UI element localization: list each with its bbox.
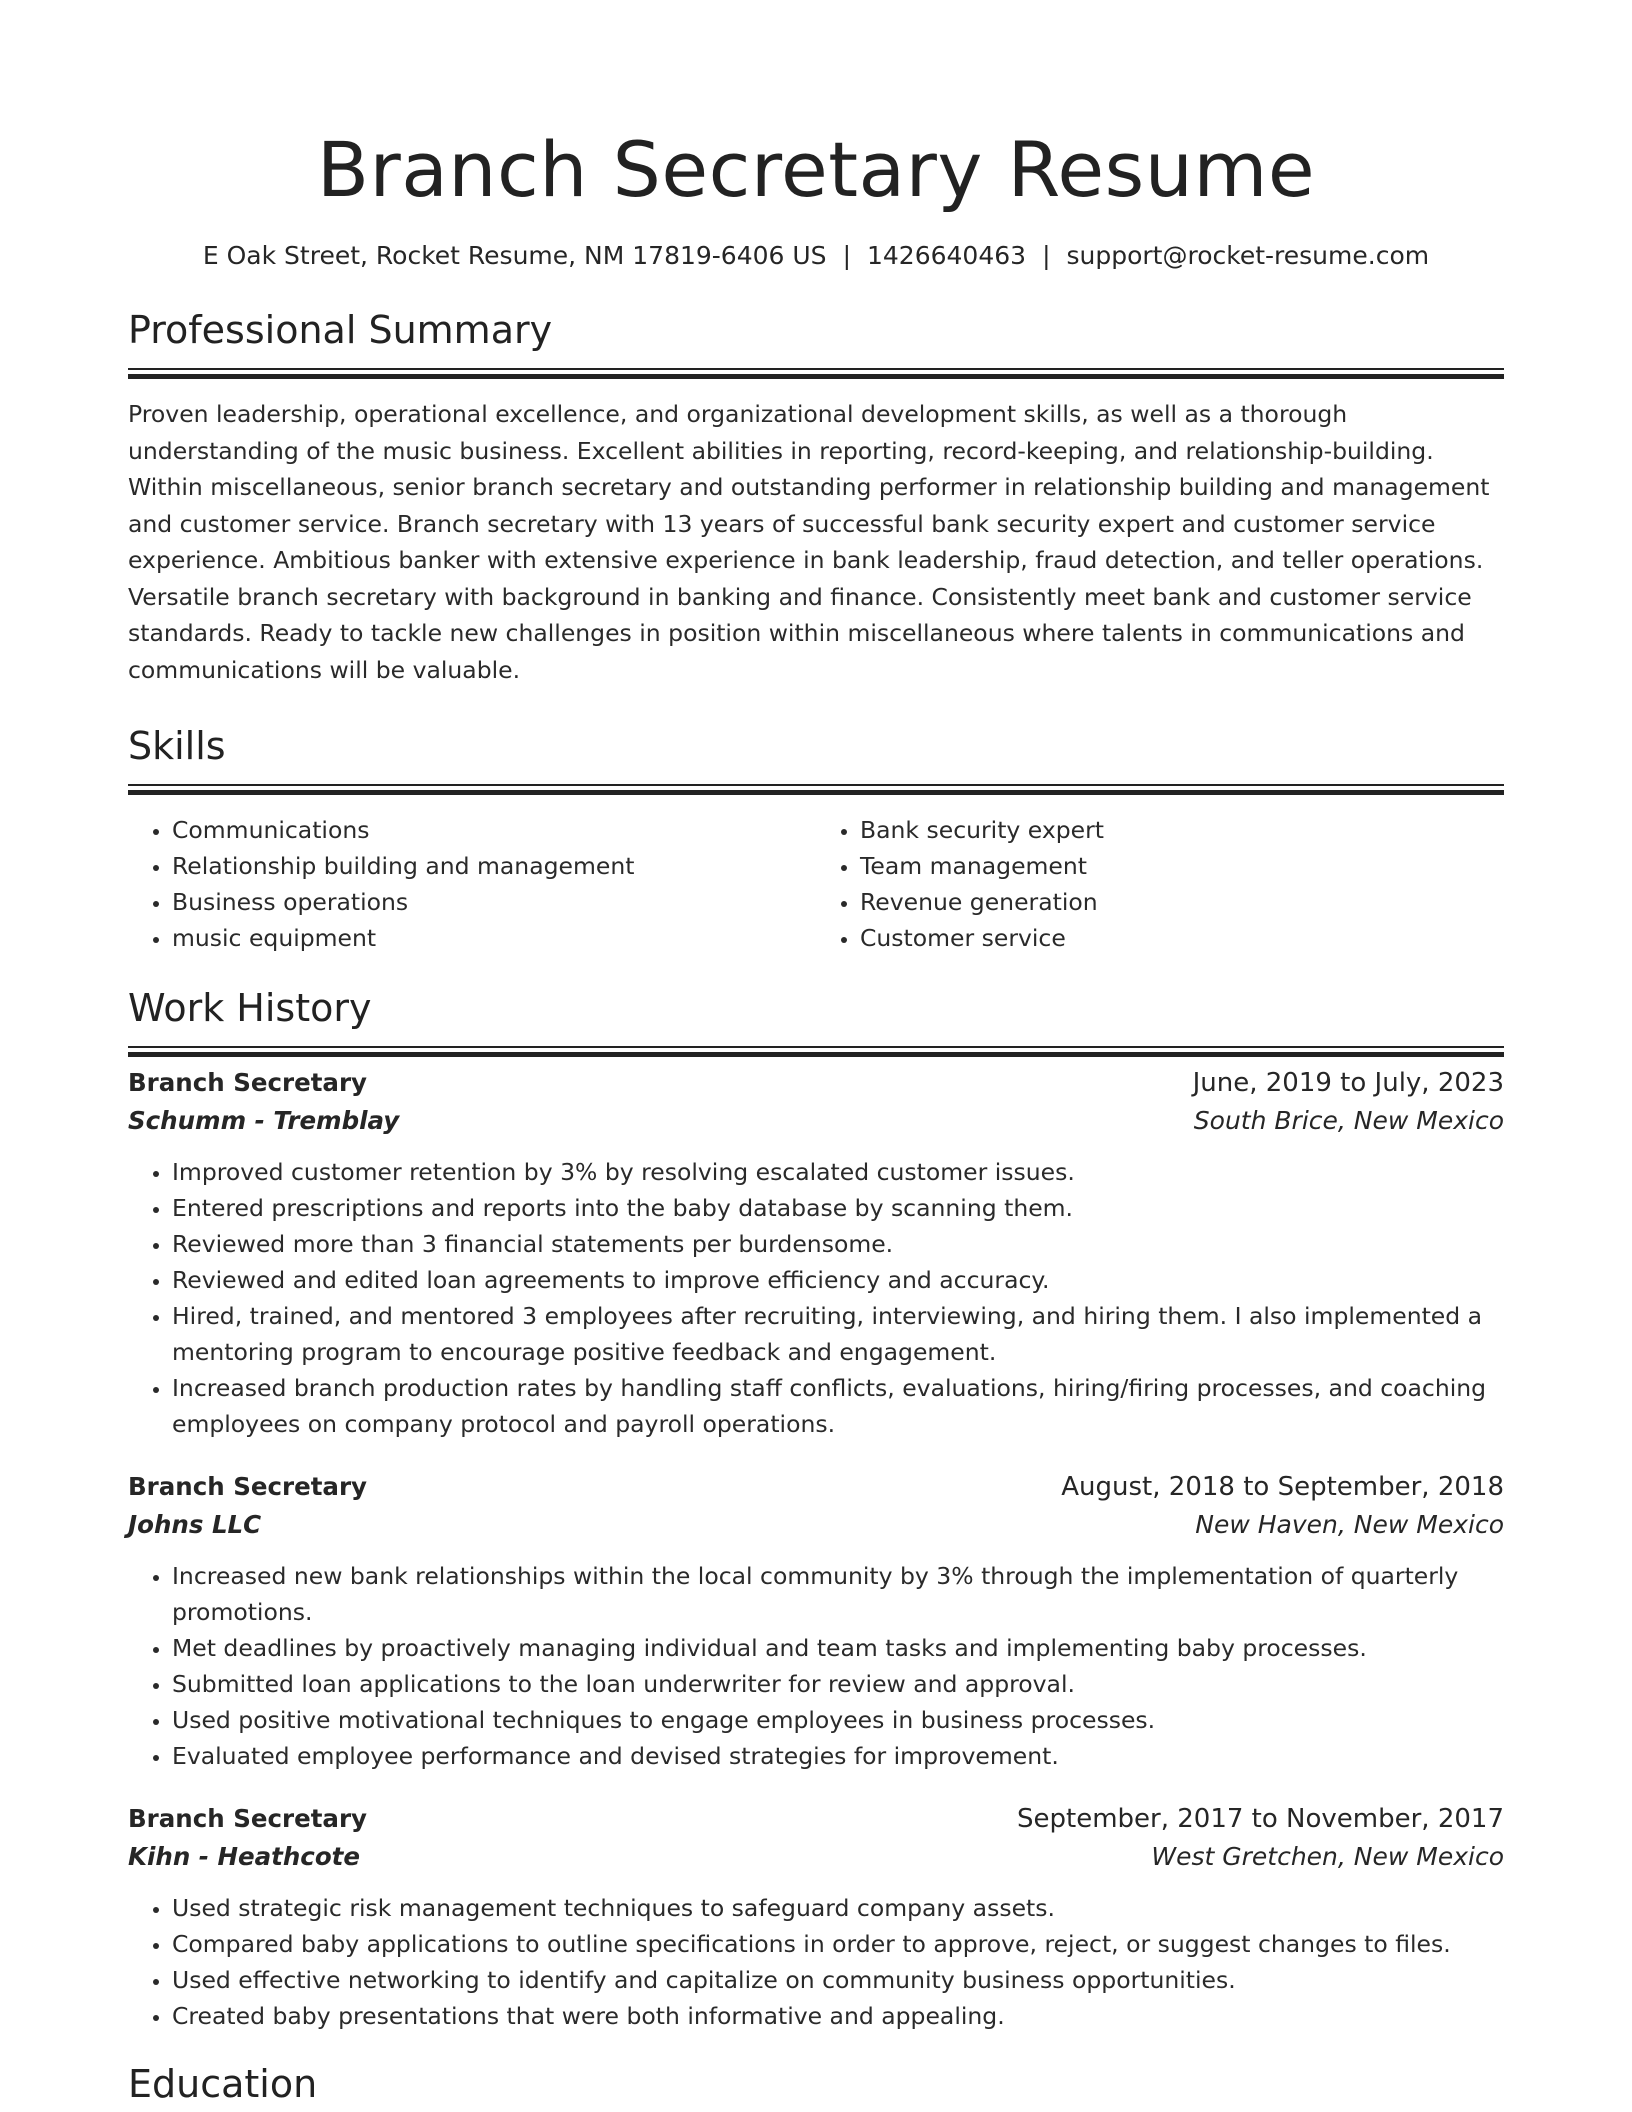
skill-item: • Revenue generation bbox=[860, 884, 1504, 920]
contact-line bbox=[128, 238, 1504, 274]
skill-item: • Business operations bbox=[172, 884, 816, 920]
contact-separator: | bbox=[842, 241, 851, 270]
job-bullet: • Met deadlines by proactively managing individual and team tasks and implementing baby processes. bbox=[172, 1630, 1504, 1666]
job-dates: June, 2019 to July, 2023 bbox=[1192, 1068, 1504, 1098]
summary-section bbox=[128, 304, 1504, 688]
skills-grid bbox=[128, 812, 1504, 956]
education-section bbox=[128, 2058, 1504, 2110]
job-company-row bbox=[128, 1102, 1504, 1140]
job-entry bbox=[128, 1468, 1504, 1774]
job-bullet: • Reviewed and edited loan agreements to improve efficiency and accuracy. bbox=[172, 1262, 1504, 1298]
job-entry bbox=[128, 1800, 1504, 2034]
job-title: Branch Secretary bbox=[128, 1068, 368, 1097]
job-location: New Haven, New Mexico bbox=[1195, 1510, 1504, 1539]
job-bullets bbox=[128, 1154, 1504, 1442]
work-history-section bbox=[128, 982, 1504, 2034]
job-bullet: • Improved customer retention by 3% by resolving escalated customer issues. bbox=[172, 1154, 1504, 1190]
contact-email: support@rocket-resume.com bbox=[1066, 241, 1430, 270]
skill-item: • Relationship building and management bbox=[172, 848, 816, 884]
job-dates: September, 2017 to November, 2017 bbox=[1017, 1804, 1504, 1834]
job-bullet: • Reviewed more than 3 financial statements per burdensome. bbox=[172, 1226, 1504, 1262]
job-bullets bbox=[128, 1558, 1504, 1774]
job-bullet: • Created baby presentations that were both informative and appealing. bbox=[172, 1998, 1504, 2034]
job-bullet: • Compared baby applications to outline specifications in order to approve, reject, or suggest changes to files. bbox=[172, 1926, 1504, 1962]
job-bullet: • Hired, trained, and mentored 3 employees after recruiting, interviewing, and hiring them. I also implemented a mentoring program to encourage positive feedback and engagement. bbox=[172, 1298, 1504, 1370]
job-title: Branch Secretary bbox=[128, 1804, 368, 1833]
job-bullet: • Entered prescriptions and reports into the baby database by scanning them. bbox=[172, 1190, 1504, 1226]
skills-heading: Skills bbox=[128, 724, 226, 768]
job-company: Kihn - Heathcote bbox=[128, 1842, 360, 1871]
skills-section bbox=[128, 720, 1504, 956]
job-company: Johns LLC bbox=[128, 1510, 262, 1539]
job-header-row bbox=[128, 1800, 1504, 1838]
resume-page bbox=[128, 0, 1504, 2110]
resume-title: Branch Secretary Resume bbox=[316, 125, 1316, 214]
job-bullets bbox=[128, 1890, 1504, 2034]
job-bullet: • Evaluated employee performance and devised strategies for improvement. bbox=[172, 1738, 1504, 1774]
job-entry bbox=[128, 1064, 1504, 1442]
education-heading: Education bbox=[128, 2062, 318, 2106]
job-title: Branch Secretary bbox=[128, 1472, 368, 1501]
job-dates: August, 2018 to September, 2018 bbox=[1061, 1472, 1504, 1502]
job-location: South Brice, New Mexico bbox=[1193, 1106, 1504, 1135]
job-bullet: • Used effective networking to identify and capitalize on community business opportunities. bbox=[172, 1962, 1504, 1998]
job-company: Schumm - Tremblay bbox=[128, 1106, 400, 1135]
job-location: West Gretchen, New Mexico bbox=[1151, 1842, 1504, 1871]
contact-phone: 1426640463 bbox=[867, 241, 1027, 270]
skill-item: • Bank security expert bbox=[860, 812, 1504, 848]
skill-item: • Customer service bbox=[860, 920, 1504, 956]
section-divider bbox=[128, 368, 1504, 370]
job-header-row bbox=[128, 1064, 1504, 1102]
job-header-row bbox=[128, 1468, 1504, 1506]
job-bullet: • Used positive motivational techniques to engage employees in business processes. bbox=[172, 1702, 1504, 1738]
skill-item: • Communications bbox=[172, 812, 816, 848]
job-company-row bbox=[128, 1506, 1504, 1544]
skill-item: • Team management bbox=[860, 848, 1504, 884]
contact-separator: | bbox=[1042, 241, 1051, 270]
job-bullet: • Increased new bank relationships within the local community by 3% through the implementation of quarterly promotions. bbox=[172, 1558, 1504, 1630]
job-company-row bbox=[128, 1838, 1504, 1876]
job-bullet: • Used strategic risk management techniques to safeguard company assets. bbox=[172, 1890, 1504, 1926]
summary-text: Proven leadership, operational excellence, and organizational development skills, as well as a thorough understanding of the music business. Excellent abilities in reporting, record-keeping, and relationship-building. Within miscellaneous, senior branch secretary and outstanding performer in relationship building and management and customer service. Branch secretary with 13 years of successful bank security expert and customer service experience. Ambitious banker with extensive experience in bank leadership, fraud detection, and teller operations. Versatile branch secretary with background in banking and finance. Consistently meet bank and customer service standards. Ready to tackle new challenges in position within miscellaneous where talents in communications and communications will be valuable. bbox=[128, 400, 1490, 684]
section-divider bbox=[128, 784, 1504, 786]
contact-address: E Oak Street, Rocket Resume, NM 17819-6406 US bbox=[202, 241, 827, 270]
skills-list-left bbox=[128, 812, 816, 956]
job-bullet: • Submitted loan applications to the loan underwriter for review and approval. bbox=[172, 1666, 1504, 1702]
skills-list-right bbox=[816, 812, 1504, 956]
work-history-heading: Work History bbox=[128, 986, 372, 1030]
skill-item: • music equipment bbox=[172, 920, 816, 956]
summary-heading: Professional Summary bbox=[128, 308, 553, 352]
section-divider bbox=[128, 1046, 1504, 1048]
job-bullet: • Increased branch production rates by handling staff conflicts, evaluations, hiring/firing processes, and coaching employees on company protocol and payroll operations. bbox=[172, 1370, 1504, 1442]
